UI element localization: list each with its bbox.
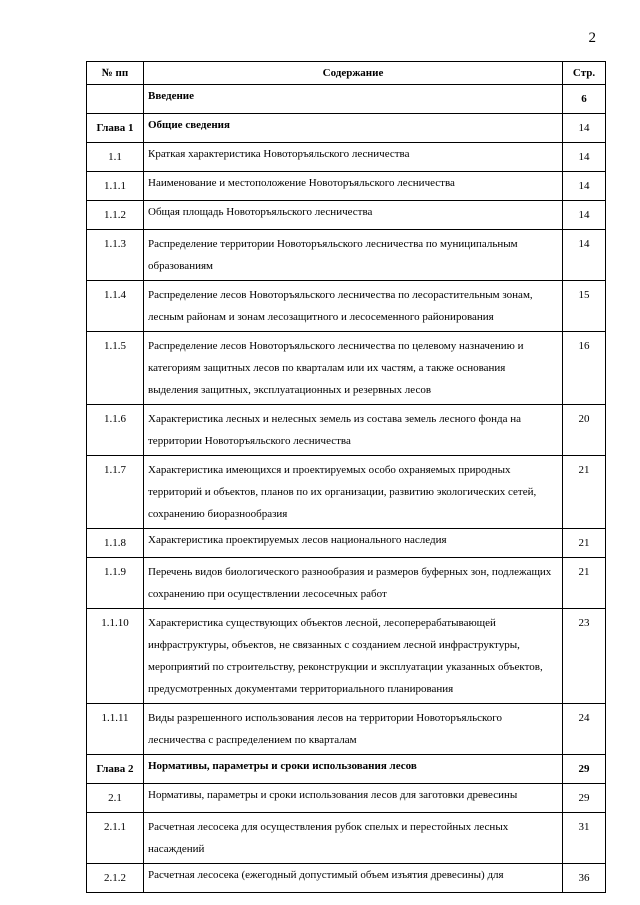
table-row	[87, 755, 606, 784]
table-row	[87, 529, 606, 558]
table-row	[87, 609, 606, 704]
row-page: 14	[563, 143, 606, 172]
table-row	[87, 114, 606, 143]
row-page: 29	[563, 755, 606, 784]
row-title: Общая площадь Новоторъяльского лесничества	[144, 201, 563, 230]
row-page: 24	[563, 704, 606, 755]
row-title: Характеристика существующих объектов лесной, лесоперерабатывающей инфраструктуры, объектов, не связанных с созданием лесной инфраструктуры, мероприятий по строительству, реконструкции и эксплуатации указанных объектов, предусмотренных документами территориального планирования	[144, 609, 563, 704]
row-number: 1.1.9	[87, 558, 144, 609]
row-title: Распределение лесов Новоторъяльского лесничества по лесорастительным зонам, лесным районам и зонам лесозащитного и лесосеменного районирования	[144, 281, 563, 332]
row-title: Краткая характеристика Новоторъяльского лесничества	[144, 143, 563, 172]
row-page: 21	[563, 529, 606, 558]
header-content: Содержание	[144, 62, 563, 85]
row-title: Виды разрешенного использования лесов на территории Новоторъяльского лесничества с распределением по кварталам	[144, 704, 563, 755]
row-number: 1.1.3	[87, 230, 144, 281]
table-row	[87, 405, 606, 456]
table-row	[87, 85, 606, 114]
row-number	[87, 85, 144, 114]
row-number: 1.1.6	[87, 405, 144, 456]
row-number: 1.1.11	[87, 704, 144, 755]
row-title: Распределение территории Новоторъяльского лесничества по муниципальным образованиям	[144, 230, 563, 281]
table-row	[87, 172, 606, 201]
row-title: Характеристика лесных и нелесных земель из состава земель лесного фонда на территории Новоторъяльского лесничества	[144, 405, 563, 456]
row-number: 1.1	[87, 143, 144, 172]
table-row	[87, 864, 606, 893]
row-page: 14	[563, 201, 606, 230]
table-row	[87, 456, 606, 529]
row-title: Расчетная лесосека для осуществления рубок спелых и перестойных лесных насаждений	[144, 813, 563, 864]
row-number: 1.1.8	[87, 529, 144, 558]
row-page: 29	[563, 784, 606, 813]
row-number: Глава 1	[87, 114, 144, 143]
row-page: 6	[563, 85, 606, 114]
row-title: Наименование и местоположение Новоторъяльского лесничества	[144, 172, 563, 201]
row-page: 23	[563, 609, 606, 704]
row-number: 2.1	[87, 784, 144, 813]
row-number: 1.1.1	[87, 172, 144, 201]
row-title: Характеристика имеющихся и проектируемых особо охраняемых природных территорий и объектов, планов по их организации, развитию экологических сетей, сохранению биоразнообразия	[144, 456, 563, 529]
row-number: Глава 2	[87, 755, 144, 784]
row-title: Введение	[144, 85, 563, 114]
row-page: 14	[563, 114, 606, 143]
row-title: Характеристика проектируемых лесов национального наследия	[144, 529, 563, 558]
row-page: 14	[563, 230, 606, 281]
table-header-row	[87, 62, 606, 85]
row-title: Распределение лесов Новоторъяльского лесничества по целевому назначению и категориям защитных лесов по кварталам или их частям, а также основания выделения защитных, эксплуатационных и резервных лесов	[144, 332, 563, 405]
row-page: 21	[563, 456, 606, 529]
table-of-contents	[86, 61, 606, 893]
row-page: 15	[563, 281, 606, 332]
row-number: 1.1.5	[87, 332, 144, 405]
table-row	[87, 281, 606, 332]
row-number: 2.1.1	[87, 813, 144, 864]
table-row	[87, 704, 606, 755]
row-title: Перечень видов биологического разнообразия и размеров буферных зон, подлежащих сохранению при осуществлении лесосечных работ	[144, 558, 563, 609]
page-number: 2	[588, 30, 596, 46]
table-row	[87, 201, 606, 230]
row-page: 14	[563, 172, 606, 201]
header-page: Стр.	[563, 62, 606, 85]
row-number: 1.1.7	[87, 456, 144, 529]
row-number: 1.1.4	[87, 281, 144, 332]
table-row	[87, 813, 606, 864]
table-body	[87, 85, 606, 893]
row-page: 36	[563, 864, 606, 893]
table-row	[87, 558, 606, 609]
table-row	[87, 784, 606, 813]
table-row	[87, 230, 606, 281]
table-row	[87, 143, 606, 172]
table-row	[87, 332, 606, 405]
header-number: № пп	[87, 62, 144, 85]
row-number: 2.1.2	[87, 864, 144, 893]
row-page: 31	[563, 813, 606, 864]
row-page: 20	[563, 405, 606, 456]
row-number: 1.1.10	[87, 609, 144, 704]
row-page: 21	[563, 558, 606, 609]
row-title: Нормативы, параметры и сроки использования лесов	[144, 755, 563, 784]
row-number: 1.1.2	[87, 201, 144, 230]
row-page: 16	[563, 332, 606, 405]
row-title: Общие сведения	[144, 114, 563, 143]
row-title: Нормативы, параметры и сроки использования лесов для заготовки древесины	[144, 784, 563, 813]
row-title: Расчетная лесосека (ежегодный допустимый объем изъятия древесины) для	[144, 864, 563, 893]
